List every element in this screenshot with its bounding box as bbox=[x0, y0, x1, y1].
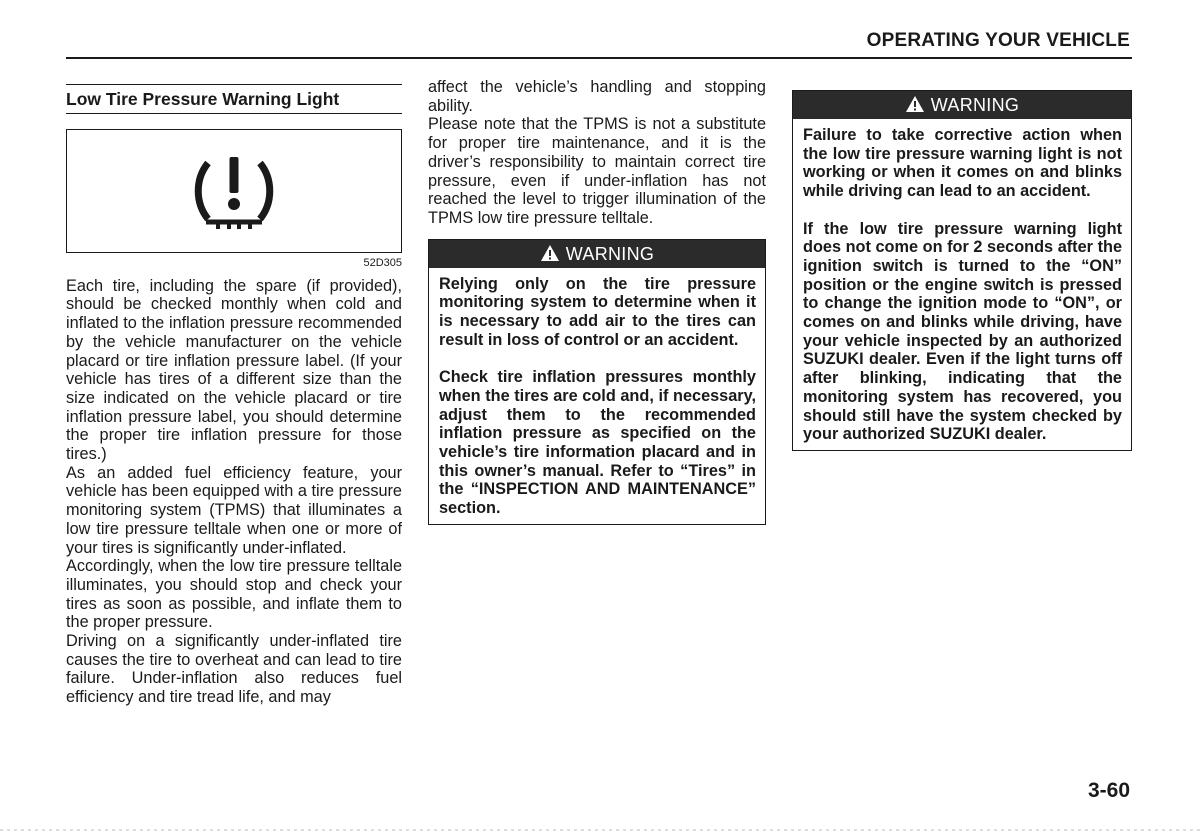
section-title: Low Tire Pressure Warning Light bbox=[66, 84, 402, 114]
body-paragraph: affect the vehicle’s handling and stopping ability. bbox=[428, 78, 766, 115]
warning-paragraph: Check tire inflation pressures monthly when the tires are cold and, if necessary, adjust them to the recommended inflation pressure as specified on the vehicle’s tire information placard and in this owner’s manual. Refer to “Tires” in the “INSPECTION AND MAINTENANCE” section. bbox=[439, 368, 756, 518]
warning-paragraph: Failure to take corrective action when the low tire pressure warning light is not working or when it comes on and blinks while driving can lead to an accident. bbox=[803, 126, 1122, 201]
header-title: OPERATING YOUR VEHICLE bbox=[866, 30, 1130, 51]
header-rule bbox=[66, 57, 1132, 59]
body-paragraph: As an added fuel efficiency feature, your vehicle has been equipped with a tire pressure monitoring system (TPMS) that illuminates a low tire pressure telltale when one or more of your tires is significantly under-inflated. bbox=[66, 463, 402, 557]
warning-body bbox=[793, 119, 1131, 450]
body-paragraph: Please note that the TPMS is not a substitute for proper tire maintenance, and it is the driver’s responsibility to maintain correct tire pressure, even if under-inflation has not reached the level to trigger illumination of the TPMS low tire pressure telltale. bbox=[428, 115, 766, 227]
figure-code: 52D305 bbox=[363, 256, 402, 269]
warning-paragraph: Relying only on the tire pressure monitoring system to determine when it is necessary to add air to the tires can result in loss of control or an accident. bbox=[439, 274, 756, 349]
body-paragraph: Accordingly, when the low tire pressure telltale illuminates, you should stop and check your tires as soon as possible, and inflate them to the proper pressure. bbox=[66, 557, 402, 632]
warning-triangle-icon bbox=[540, 244, 560, 262]
warning-triangle-icon bbox=[905, 95, 925, 113]
column-2 bbox=[428, 78, 766, 525]
low-tire-pressure-icon bbox=[192, 149, 276, 233]
scan-artifact-line bbox=[0, 829, 1200, 831]
warning-label: WARNING bbox=[930, 95, 1020, 115]
body-paragraph: Driving on a significantly under-inflated tire causes the tire to overheat and can lead to tire failure. Under-inflation also reduces fuel efficiency and tire tread life, and may bbox=[66, 632, 402, 707]
warning-header bbox=[793, 91, 1131, 119]
warning-box bbox=[428, 239, 766, 525]
warning-label: WARNING bbox=[565, 243, 655, 264]
warning-header bbox=[429, 240, 765, 268]
column-1 bbox=[66, 84, 402, 707]
column-3 bbox=[792, 90, 1132, 451]
warning-body bbox=[429, 268, 765, 524]
figure-box bbox=[66, 129, 402, 253]
body-paragraph: Each tire, including the spare (if provided), should be checked monthly when cold and inflated to the inflation pressure recommended by the vehicle manufacturer on the vehicle placard or tire inflation pressure label. (If your vehicle has tires of a different size than the size indicated on the vehicle placard or tire inflation pressure label, you should determine the proper tire inflation pressure for those tires.) bbox=[66, 276, 402, 464]
warning-box bbox=[792, 90, 1132, 451]
page-number: 3-60 bbox=[1087, 779, 1130, 802]
warning-paragraph: If the low tire pressure warning light does not come on for 2 seconds after the ignition switch is turned to the “ON” position or the engine switch is pressed to change the ignition mode to “ON”, or comes on and blinks while driving, have your vehicle inspected by an authorized SUZUKI dealer. Even if the light turns off after blinking, indicating that the monitoring system has recovered, you should still have the system checked by your authorized SUZUKI dealer. bbox=[803, 219, 1122, 444]
